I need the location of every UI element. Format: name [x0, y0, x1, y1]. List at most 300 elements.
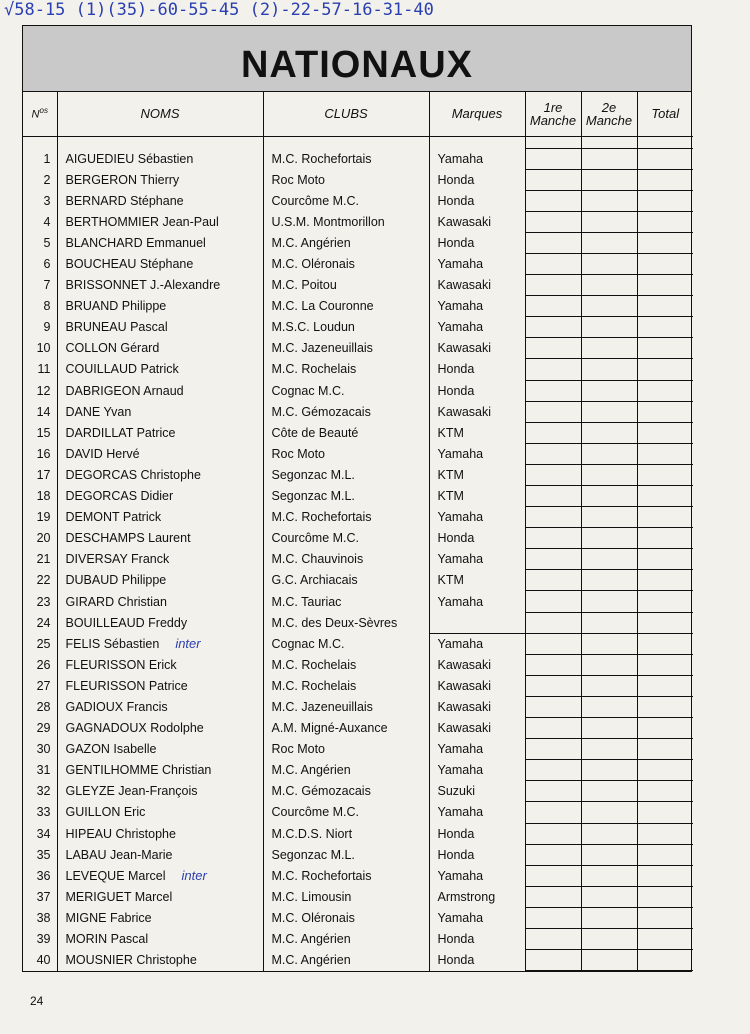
rider-number: 26 [23, 654, 57, 675]
rider-club: M.C. Oléronais [263, 907, 429, 928]
total-cell[interactable] [637, 760, 693, 781]
rider-name: MOUSNIER Christophe [57, 950, 263, 971]
manche-1-cell[interactable] [525, 612, 581, 633]
total-cell[interactable] [637, 591, 693, 612]
table-row [23, 190, 693, 211]
rider-name: DUBAUD Philippe [57, 570, 263, 591]
manche-2-cell[interactable] [581, 169, 637, 190]
table-row [23, 443, 693, 464]
rider-club: M.C. Poitou [263, 275, 429, 296]
manche-1-cell[interactable] [525, 296, 581, 317]
total-cell[interactable] [637, 633, 693, 654]
manche-2-cell[interactable] [581, 380, 637, 401]
rider-number: 24 [23, 612, 57, 633]
total-cell[interactable] [637, 781, 693, 802]
rider-club: Courcôme M.C. [263, 802, 429, 823]
rider-name: GAGNADOUX Rodolphe [57, 718, 263, 739]
total-cell[interactable] [637, 549, 693, 570]
table-row [23, 718, 693, 739]
manche-1-cell[interactable] [525, 781, 581, 802]
handwritten-inter-note: inter [181, 868, 207, 884]
rider-club: M.C. Tauriac [263, 591, 429, 612]
rider-club: M.C. Angérien [263, 232, 429, 253]
rider-name: BLANCHARD Emmanuel [57, 232, 263, 253]
rider-number: 30 [23, 739, 57, 760]
manche-1-cell[interactable] [525, 211, 581, 232]
rider-club: M.C. Angérien [263, 950, 429, 971]
manche-2-cell[interactable] [581, 802, 637, 823]
manche-1-cell[interactable] [525, 928, 581, 949]
rider-club: M.S.C. Loudun [263, 317, 429, 338]
rider-brand: Honda [429, 169, 525, 190]
total-cell[interactable] [637, 802, 693, 823]
rider-number: 4 [23, 211, 57, 232]
rider-number: 39 [23, 928, 57, 949]
manche-2-cell[interactable] [581, 739, 637, 760]
rider-brand: Yamaha [429, 443, 525, 464]
rider-club: Côte de Beauté [263, 422, 429, 443]
manche-2-cell[interactable] [581, 401, 637, 422]
rider-number: 8 [23, 296, 57, 317]
rider-name: AIGUEDIEU Sébastien [57, 148, 263, 169]
rider-club: M.C. Rochelais [263, 675, 429, 696]
rider-name: BOUCHEAU Stéphane [57, 253, 263, 274]
rider-number: 3 [23, 190, 57, 211]
total-cell[interactable] [637, 675, 693, 696]
total-cell[interactable] [637, 253, 693, 274]
rider-club: Courcôme M.C. [263, 190, 429, 211]
rider-number: 2 [23, 169, 57, 190]
total-cell[interactable] [637, 317, 693, 338]
total-cell[interactable] [637, 359, 693, 380]
rider-name: DAVID Hervé [57, 443, 263, 464]
rider-name: DARDILLAT Patrice [57, 422, 263, 443]
manche-2-cell[interactable] [581, 760, 637, 781]
manche-2-cell[interactable] [581, 675, 637, 696]
manche-1-cell[interactable] [525, 380, 581, 401]
rider-brand: Kawasaki [429, 675, 525, 696]
rider-club: M.C. Jazeneuillais [263, 696, 429, 717]
rider-number: 11 [23, 359, 57, 380]
page-title: NATIONAUX [240, 44, 474, 86]
manche-1-cell[interactable] [525, 549, 581, 570]
manche-2-cell[interactable] [581, 359, 637, 380]
total-cell[interactable] [637, 338, 693, 359]
manche-1-cell[interactable] [525, 253, 581, 274]
manche-1-cell[interactable] [525, 950, 581, 971]
rider-name: BERGERON Thierry [57, 169, 263, 190]
rider-name: GADIOUX Francis [57, 696, 263, 717]
total-cell[interactable] [637, 907, 693, 928]
rider-name: DIVERSAY Franck [57, 549, 263, 570]
rider-number: 27 [23, 675, 57, 696]
total-cell[interactable] [637, 211, 693, 232]
rider-name: FLEURISSON Erick [57, 654, 263, 675]
rider-club: M.C.D.S. Niort [263, 823, 429, 844]
table-row [23, 570, 693, 591]
rider-name: COLLON Gérard [57, 338, 263, 359]
rider-name: BRISSONNET J.-Alexandre [57, 275, 263, 296]
table-row [23, 823, 693, 844]
table-row [23, 464, 693, 485]
rider-number: 10 [23, 338, 57, 359]
header-num: $N^{os}$ [23, 92, 57, 136]
manche-2-cell[interactable] [581, 907, 637, 928]
table-row [23, 211, 693, 232]
table-row [23, 148, 693, 169]
rider-club: M.C. Rochelais [263, 359, 429, 380]
spacer-row [23, 136, 693, 148]
rider-club: M.C. La Couronne [263, 296, 429, 317]
manche-2-cell[interactable] [581, 612, 637, 633]
total-cell[interactable] [637, 232, 693, 253]
rider-number: 20 [23, 528, 57, 549]
total-cell[interactable] [637, 865, 693, 886]
total-cell[interactable] [637, 401, 693, 422]
manche-1-cell[interactable] [525, 739, 581, 760]
rider-brand: Yamaha [429, 802, 525, 823]
manche-1-cell[interactable] [525, 802, 581, 823]
rider-name: GUILLON Eric [57, 802, 263, 823]
rider-club: M.C. Rochefortais [263, 865, 429, 886]
rider-club: Roc Moto [263, 169, 429, 190]
manche-2-cell[interactable] [581, 654, 637, 675]
rider-number: 19 [23, 507, 57, 528]
rider-club: M.C. Jazeneuillais [263, 338, 429, 359]
table-row [23, 338, 693, 359]
manche-2-cell[interactable] [581, 211, 637, 232]
header-total: Total [637, 92, 693, 136]
table-row [23, 781, 693, 802]
rider-name: DEGORCAS Christophe [57, 464, 263, 485]
total-cell[interactable] [637, 275, 693, 296]
total-cell[interactable] [637, 507, 693, 528]
header-name: NOMS [57, 92, 263, 136]
rider-brand: Yamaha [429, 907, 525, 928]
manche-1-cell[interactable] [525, 275, 581, 296]
rider-number: 7 [23, 275, 57, 296]
rider-number: 12 [23, 380, 57, 401]
header-row [23, 92, 693, 136]
riders-table [23, 92, 693, 971]
manche-1-cell[interactable] [525, 486, 581, 507]
rider-name: DEGORCAS Didier [57, 486, 263, 507]
manche-2-cell[interactable] [581, 781, 637, 802]
rider-number: 23 [23, 591, 57, 612]
manche-1-cell[interactable] [525, 865, 581, 886]
rider-club: Cognac M.C. [263, 633, 429, 654]
total-cell[interactable] [637, 844, 693, 865]
rider-brand: Kawasaki [429, 696, 525, 717]
rider-brand: Honda [429, 844, 525, 865]
manche-1-cell[interactable] [525, 823, 581, 844]
manche-2-cell[interactable] [581, 507, 637, 528]
rider-club: Segonzac M.L. [263, 844, 429, 865]
rider-brand: Honda [429, 380, 525, 401]
manche-2-cell[interactable] [581, 148, 637, 169]
manche-1-cell[interactable] [525, 190, 581, 211]
rider-club: Courcôme M.C. [263, 528, 429, 549]
rider-brand: Suzuki [429, 781, 525, 802]
rider-brand: Kawasaki [429, 401, 525, 422]
rider-name: HIPEAU Christophe [57, 823, 263, 844]
handwritten-inter-note: inter [175, 636, 201, 652]
table-row [23, 253, 693, 274]
manche-1-cell[interactable] [525, 443, 581, 464]
rider-club: Segonzac M.L. [263, 486, 429, 507]
rider-brand: Yamaha [429, 591, 525, 612]
page-number: 24 [30, 994, 44, 1008]
manche-2-cell[interactable] [581, 570, 637, 591]
rider-name: BRUAND Philippe [57, 296, 263, 317]
manche-1-cell[interactable] [525, 654, 581, 675]
manche-1-cell[interactable] [525, 169, 581, 190]
manche-2-cell[interactable] [581, 317, 637, 338]
rider-brand: Honda [429, 359, 525, 380]
total-cell[interactable] [637, 823, 693, 844]
rider-number: 17 [23, 464, 57, 485]
manche-1-cell[interactable] [525, 675, 581, 696]
total-cell[interactable] [637, 654, 693, 675]
manche-1-cell[interactable] [525, 528, 581, 549]
manche-2-cell[interactable] [581, 190, 637, 211]
manche-2-cell[interactable] [581, 486, 637, 507]
rider-number: 32 [23, 781, 57, 802]
rider-club: U.S.M. Montmorillon [263, 211, 429, 232]
header-manche-1: 1re Manche [525, 92, 581, 136]
total-cell[interactable] [637, 718, 693, 739]
total-cell[interactable] [637, 296, 693, 317]
manche-1-cell[interactable] [525, 338, 581, 359]
manche-1-cell[interactable] [525, 359, 581, 380]
total-cell[interactable] [637, 886, 693, 907]
rider-club: M.C. Gémozacais [263, 781, 429, 802]
rider-club: M.C. Oléronais [263, 253, 429, 274]
rider-number: 22 [23, 570, 57, 591]
rider-brand: KTM [429, 422, 525, 443]
table-row [23, 928, 693, 949]
table-row [23, 380, 693, 401]
manche-2-cell[interactable] [581, 823, 637, 844]
rider-brand: Kawasaki [429, 211, 525, 232]
total-cell[interactable] [637, 422, 693, 443]
rider-brand: KTM [429, 464, 525, 485]
manche-2-cell[interactable] [581, 718, 637, 739]
rider-number: 21 [23, 549, 57, 570]
rider-club: M.C. Limousin [263, 886, 429, 907]
manche-1-cell[interactable] [525, 591, 581, 612]
table-row [23, 359, 693, 380]
rider-name: LEVEQUE Marcel inter [57, 865, 263, 886]
header-club: CLUBS [263, 92, 429, 136]
manche-1-cell[interactable] [525, 844, 581, 865]
rider-club: M.C. des Deux-Sèvres [263, 612, 429, 633]
rider-number: 25 [23, 633, 57, 654]
table-row [23, 950, 693, 971]
table-row [23, 739, 693, 760]
rider-number: 18 [23, 486, 57, 507]
manche-1-cell[interactable] [525, 696, 581, 717]
manche-1-cell[interactable] [525, 401, 581, 422]
manche-2-cell[interactable] [581, 275, 637, 296]
header-manche-2: 2e Manche [581, 92, 637, 136]
rider-club: Segonzac M.L. [263, 464, 429, 485]
manche-2-cell[interactable] [581, 296, 637, 317]
manche-1-cell[interactable] [525, 886, 581, 907]
manche-1-cell[interactable] [525, 507, 581, 528]
table-row [23, 612, 693, 633]
total-cell[interactable] [637, 148, 693, 169]
rider-name: COUILLAUD Patrick [57, 359, 263, 380]
rider-number: 34 [23, 823, 57, 844]
manche-1-cell[interactable] [525, 464, 581, 485]
table-row [23, 401, 693, 422]
total-cell[interactable] [637, 443, 693, 464]
manche-2-cell[interactable] [581, 696, 637, 717]
table-row [23, 886, 693, 907]
manche-2-cell[interactable] [581, 886, 637, 907]
rider-number: 31 [23, 760, 57, 781]
rider-name: DABRIGEON Arnaud [57, 380, 263, 401]
rider-brand: Yamaha [429, 148, 525, 169]
rider-brand: Yamaha [429, 633, 525, 654]
manche-2-cell[interactable] [581, 549, 637, 570]
manche-2-cell[interactable] [581, 844, 637, 865]
manche-2-cell[interactable] [581, 422, 637, 443]
total-cell[interactable] [637, 464, 693, 485]
rider-brand: Yamaha [429, 739, 525, 760]
rider-brand: Yamaha [429, 865, 525, 886]
rider-club: Roc Moto [263, 739, 429, 760]
manche-2-cell[interactable] [581, 633, 637, 654]
manche-2-cell[interactable] [581, 528, 637, 549]
rider-number: 40 [23, 950, 57, 971]
rider-club: M.C. Rochefortais [263, 148, 429, 169]
results-sheet [22, 25, 692, 972]
table-row [23, 591, 693, 612]
rider-brand: Honda [429, 190, 525, 211]
rider-name: FELIS Sébastien inter [57, 633, 263, 654]
rider-brand: Yamaha [429, 760, 525, 781]
rider-name: LABAU Jean-Marie [57, 844, 263, 865]
rider-number: 15 [23, 422, 57, 443]
manche-2-cell[interactable] [581, 443, 637, 464]
table-row [23, 844, 693, 865]
total-cell[interactable] [637, 570, 693, 591]
manche-1-cell[interactable] [525, 760, 581, 781]
rider-brand: Honda [429, 232, 525, 253]
rider-brand: Honda [429, 823, 525, 844]
rider-club: M.C. Angérien [263, 760, 429, 781]
rider-name: BERNARD Stéphane [57, 190, 263, 211]
total-cell[interactable] [637, 950, 693, 971]
manche-1-cell[interactable] [525, 633, 581, 654]
table-row [23, 633, 693, 654]
total-cell[interactable] [637, 928, 693, 949]
rider-brand: Yamaha [429, 296, 525, 317]
rider-number: 28 [23, 696, 57, 717]
table-row [23, 296, 693, 317]
rider-name: BRUNEAU Pascal [57, 317, 263, 338]
rider-club: M.C. Gémozacais [263, 401, 429, 422]
total-cell[interactable] [637, 612, 693, 633]
table-row [23, 275, 693, 296]
rider-brand: Armstrong [429, 886, 525, 907]
manche-2-cell[interactable] [581, 232, 637, 253]
rider-brand: Kawasaki [429, 338, 525, 359]
rider-number: 35 [23, 844, 57, 865]
table-row [23, 507, 693, 528]
table-row [23, 549, 693, 570]
manche-1-cell[interactable] [525, 232, 581, 253]
table-row [23, 675, 693, 696]
manche-1-cell[interactable] [525, 317, 581, 338]
rider-name: GAZON Isabelle [57, 739, 263, 760]
rider-brand: KTM [429, 570, 525, 591]
rider-club: Roc Moto [263, 443, 429, 464]
table-row [23, 760, 693, 781]
manche-2-cell[interactable] [581, 928, 637, 949]
manche-1-cell[interactable] [525, 570, 581, 591]
manche-1-cell[interactable] [525, 422, 581, 443]
rider-number: 37 [23, 886, 57, 907]
total-cell[interactable] [637, 169, 693, 190]
total-cell[interactable] [637, 486, 693, 507]
table-row [23, 169, 693, 190]
rider-number: 14 [23, 401, 57, 422]
table-row [23, 232, 693, 253]
manche-2-cell[interactable] [581, 338, 637, 359]
manche-2-cell[interactable] [581, 591, 637, 612]
total-cell[interactable] [637, 739, 693, 760]
rider-number: 38 [23, 907, 57, 928]
rider-brand: Yamaha [429, 317, 525, 338]
total-cell[interactable] [637, 190, 693, 211]
rider-club: G.C. Archiacais [263, 570, 429, 591]
rider-name: DANE Yvan [57, 401, 263, 422]
title-banner [23, 26, 691, 92]
rider-brand: Kawasaki [429, 718, 525, 739]
rider-number: 16 [23, 443, 57, 464]
rider-club: M.C. Rochelais [263, 654, 429, 675]
manche-2-cell[interactable] [581, 865, 637, 886]
table-row [23, 528, 693, 549]
total-cell[interactable] [637, 696, 693, 717]
manche-1-cell[interactable] [525, 718, 581, 739]
manche-1-cell[interactable] [525, 907, 581, 928]
table-row [23, 422, 693, 443]
table-row [23, 486, 693, 507]
rider-brand: Honda [429, 928, 525, 949]
total-cell[interactable] [637, 528, 693, 549]
rider-club: Cognac M.C. [263, 380, 429, 401]
rider-brand: Yamaha [429, 253, 525, 274]
manche-1-cell[interactable] [525, 148, 581, 169]
rider-number: 33 [23, 802, 57, 823]
manche-2-cell[interactable] [581, 950, 637, 971]
rider-club: M.C. Chauvinois [263, 549, 429, 570]
rider-number: 36 [23, 865, 57, 886]
rider-brand: Honda [429, 528, 525, 549]
table-row [23, 654, 693, 675]
rider-number: 9 [23, 317, 57, 338]
total-cell[interactable] [637, 380, 693, 401]
manche-2-cell[interactable] [581, 464, 637, 485]
manche-2-cell[interactable] [581, 253, 637, 274]
rider-name: MIGNE Fabrice [57, 907, 263, 928]
rider-name: DEMONT Patrick [57, 507, 263, 528]
rider-brand: Kawasaki [429, 654, 525, 675]
